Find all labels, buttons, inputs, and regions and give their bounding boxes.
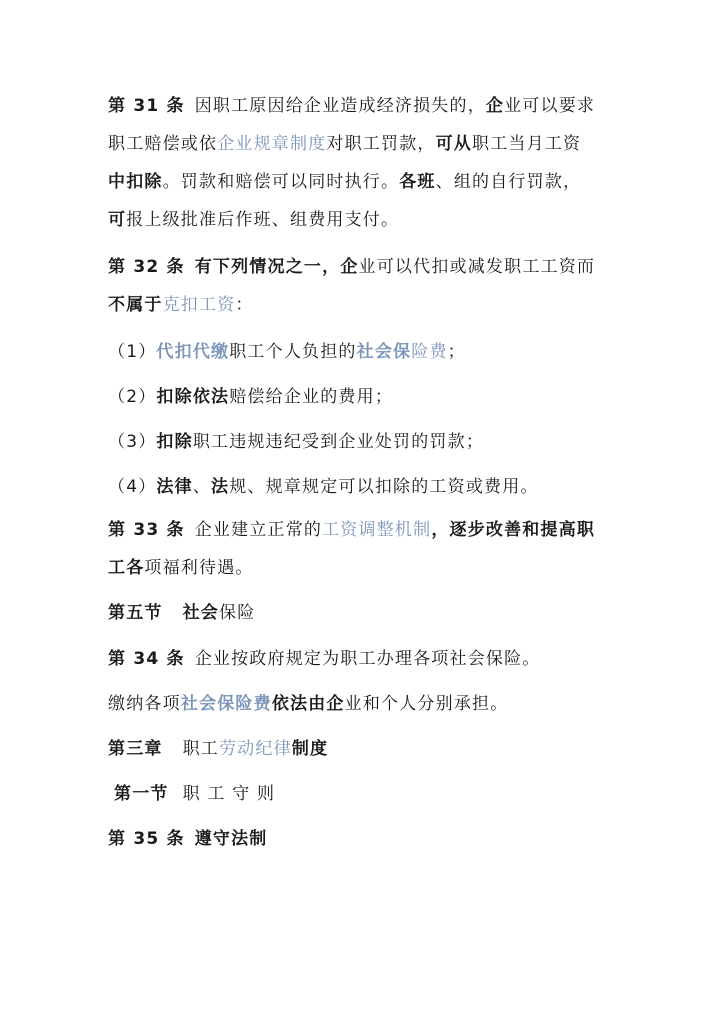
art32-line1 — [108, 255, 595, 279]
art31-text-2b: 对职工罚款， — [326, 134, 436, 154]
item2-text-c: 赔偿给企业的费用； — [229, 387, 394, 407]
art33-text-1b: ，逐步改善和提高职 — [431, 520, 596, 540]
art31-text-4a: 可 — [108, 210, 127, 230]
art32-text-2a: 不属于 — [108, 295, 163, 315]
item1-text-b: 职工个人负担的 — [229, 342, 357, 362]
item4-text-b: 法律 — [156, 477, 193, 497]
art34-text-2a: 缴纳各项 — [108, 694, 181, 714]
art34-text-2c: 业和个人分别承担。 — [344, 694, 509, 714]
section5-heading — [108, 601, 255, 625]
art31-label: 第 31 条 — [108, 96, 185, 116]
art32-text-1c: 业可以代扣或减发职工工资而 — [358, 257, 596, 277]
item2-text-b: 扣除依法 — [156, 387, 230, 407]
chapter3-text-b: 制度 — [291, 739, 329, 759]
art31-text-4b: 报上级批准后作班、组费用支付。 — [126, 210, 400, 230]
art31-text-1c: 业可以要求 — [504, 96, 596, 116]
art31-text-3c: 各班 — [399, 172, 436, 192]
art31-text-2d: 职工当月工资 — [472, 134, 582, 154]
art31-text-2c: 可从 — [435, 134, 473, 154]
art33-line2 — [108, 556, 254, 580]
art31-text-2a: 职工赔偿或依 — [108, 134, 218, 154]
item3-number: （3） — [108, 432, 157, 452]
item1-text-c: 社会保 — [356, 342, 412, 362]
chapter3-heading — [108, 737, 328, 761]
art34-line2 — [108, 692, 508, 716]
section1-title: 职 工 守 则 — [182, 784, 276, 804]
item3-text-c: 职工违规违纪受到企业处罚的罚款； — [192, 432, 485, 452]
art32-text-2b: ： — [235, 295, 254, 315]
art34-line1 — [108, 647, 541, 671]
art33-highlight: 工资调整机制 — [322, 520, 432, 540]
item4-text-d: 法 — [211, 477, 230, 497]
art32-highlight: 克扣工资 — [162, 295, 236, 315]
art32-text-1a: 有下列情况之一， — [194, 257, 341, 277]
art31-text-3d: 、组的自行罚款， — [435, 172, 582, 192]
item2-number: （2） — [108, 387, 157, 407]
art33-line1 — [108, 518, 595, 542]
art31-line3 — [108, 170, 581, 194]
item1-highlight: 代扣代缴 — [156, 342, 230, 362]
item4-text-e: 规、规章规定可以扣除的工资或费用。 — [229, 477, 539, 497]
section5-label: 第五节 — [108, 603, 163, 623]
item1-text-d: ； — [447, 342, 466, 362]
art31-line4 — [108, 208, 399, 232]
art34-text-2b: 依法由企 — [271, 694, 345, 714]
art31-text-3a: 中扣除 — [108, 172, 163, 192]
item1-number: （1） — [108, 342, 157, 362]
art31-text-1b: 企 — [485, 96, 505, 116]
art32-line2 — [108, 293, 254, 317]
art35-label: 第 35 条 — [108, 829, 185, 849]
art35-title: 遵守法制 — [194, 829, 268, 849]
chapter3-highlight: 劳动纪律 — [219, 739, 292, 759]
section5-title-a: 社会 — [182, 603, 220, 623]
section1-heading — [114, 782, 275, 806]
section5-title-b: 保险 — [219, 603, 256, 623]
item4-text-c: 、 — [192, 477, 212, 497]
item4-number: （4） — [108, 477, 157, 497]
art33-label: 第 33 条 — [108, 520, 185, 540]
art34-label: 第 34 条 — [108, 649, 185, 669]
item3-text-b: 扣除 — [156, 432, 193, 452]
art34-highlight: 社会保险费 — [180, 694, 272, 714]
art31-line2 — [108, 132, 581, 156]
art32-item4 — [108, 475, 539, 499]
art34-text-1: 企业按政府规定为职工办理各项社会保险。 — [194, 649, 541, 669]
section1-label: 第一节 — [114, 784, 169, 804]
art32-item3 — [108, 430, 484, 454]
chapter3-label: 第三章 — [108, 739, 163, 759]
art31-text-1: 因职工原因给企业造成经济损失的， — [194, 96, 486, 116]
art31-line1 — [108, 94, 595, 118]
art32-item2 — [108, 385, 393, 409]
art33-text-2a: 工各 — [108, 558, 145, 578]
chapter3-text-a: 职工 — [182, 739, 220, 759]
art32-text-1b: 企 — [340, 257, 359, 277]
art33-text-1a: 企业建立正常的 — [194, 520, 323, 540]
art32-label: 第 32 条 — [108, 257, 185, 277]
art32-item1 — [108, 340, 466, 364]
art33-text-2b: 项福利待遇。 — [144, 558, 254, 578]
item1-highlight-2: 险费 — [411, 342, 448, 362]
art35-line1 — [108, 827, 268, 851]
art31-highlight: 企业规章制度 — [217, 134, 327, 154]
art31-text-3b: 。罚款和赔偿可以同时执行。 — [162, 172, 400, 192]
